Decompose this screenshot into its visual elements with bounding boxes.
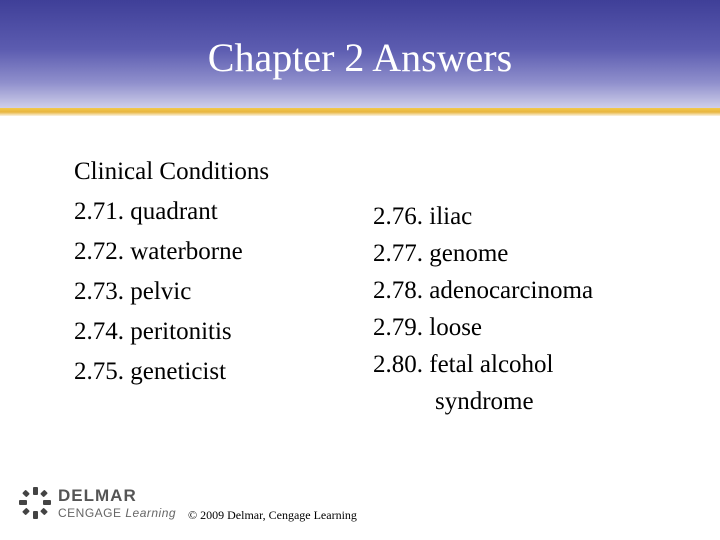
answer-item: 2.72. waterborne (74, 238, 243, 265)
page-title: Chapter 2 Answers (207, 35, 513, 80)
answer-item: 2.73. pelvic (74, 278, 192, 305)
copyright-notice: © 2009 Delmar, Cengage Learning (188, 508, 357, 522)
delmar-logo-icon (18, 486, 52, 520)
footer (18, 486, 378, 526)
answer-item: 2.78. adenocarcinoma (373, 277, 594, 304)
answer-item: 2.74. peritonitis (74, 318, 232, 345)
banner-accent-line (0, 108, 720, 116)
answer-item-continuation: syndrome (435, 388, 534, 415)
answer-item: 2.80. fetal alcohol (373, 351, 554, 378)
logo-wordmark: DELMAR (58, 486, 137, 505)
logo-subtitle (58, 506, 176, 520)
right-answer-column (373, 198, 593, 420)
logo-cengage: CENGAGE (58, 506, 122, 520)
answer-item: 2.77. genome (373, 240, 509, 267)
answer-item: 2.79. loose (373, 314, 483, 341)
logo-learning: Learning (125, 506, 177, 520)
section-heading: Clinical Conditions (74, 158, 270, 185)
answer-item: 2.75. geneticist (74, 358, 227, 385)
left-answer-column (74, 152, 269, 392)
answer-item: 2.71. quadrant (74, 198, 218, 225)
answer-item: 2.76. iliac (373, 203, 473, 230)
